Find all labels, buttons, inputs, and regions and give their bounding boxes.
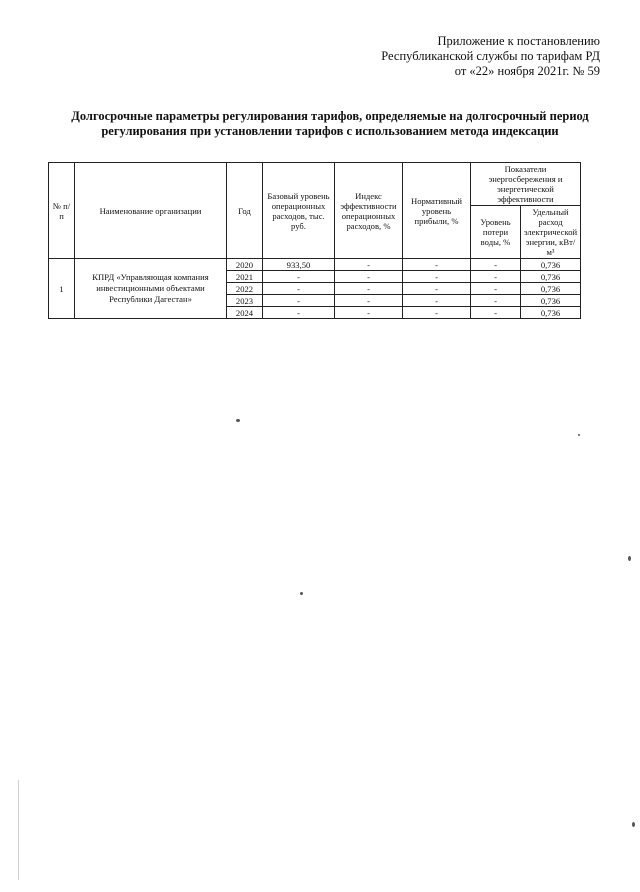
cell-water-loss: -	[471, 295, 521, 307]
cell-index: -	[335, 283, 403, 295]
cell-year: 2020	[227, 259, 263, 271]
cell-index: -	[335, 295, 403, 307]
header-line-2: Республиканской службы по тарифам РД	[381, 49, 600, 63]
title-line-2: регулирования при установлении тарифов с использованием метода индексации	[101, 124, 559, 138]
header-profit-level: Нормативный уровень прибыли, %	[403, 163, 471, 259]
org-number: 1	[49, 259, 75, 319]
scan-speck	[236, 419, 240, 422]
cell-specific-energy: 0,736	[521, 283, 581, 295]
parameters-table	[48, 162, 581, 319]
cell-profit: -	[403, 283, 471, 295]
header-energy-group: Показатели энергосбережения и энергетической эффективности	[471, 163, 581, 206]
header-year: Год	[227, 163, 263, 259]
cell-year: 2021	[227, 271, 263, 283]
header-num: № п/п	[49, 163, 75, 259]
header-water-loss: Уровень потери воды, %	[471, 206, 521, 259]
cell-year: 2024	[227, 307, 263, 319]
org-name: КПРД «Управляющая компания инвестиционными объектами Республики Дагестан»	[75, 259, 227, 319]
cell-water-loss: -	[471, 283, 521, 295]
cell-base: -	[263, 283, 335, 295]
cell-profit: -	[403, 307, 471, 319]
cell-base: -	[263, 307, 335, 319]
header-org: Наименование организации	[75, 163, 227, 259]
cell-base: -	[263, 295, 335, 307]
title-line-1: Долгосрочные параметры регулирования тарифов, определяемые на долгосрочный период	[71, 109, 589, 123]
cell-water-loss: -	[471, 307, 521, 319]
header-line-1: Приложение к постановлению	[437, 34, 600, 48]
cell-specific-energy: 0,736	[521, 307, 581, 319]
cell-water-loss: -	[471, 271, 521, 283]
cell-index: -	[335, 259, 403, 271]
cell-index: -	[335, 271, 403, 283]
cell-specific-energy: 0,736	[521, 271, 581, 283]
scan-edge-line	[18, 780, 19, 880]
header-base-opex: Базовый уровень операционных расходов, тыс. руб.	[263, 163, 335, 259]
cell-base: -	[263, 271, 335, 283]
scan-speck	[300, 592, 303, 595]
scan-speck	[578, 434, 580, 436]
header-specific-energy: Удельный расход электрической энергии, кВт/м³	[521, 206, 581, 259]
cell-profit: -	[403, 295, 471, 307]
scan-speck	[632, 822, 635, 827]
header-line-3: от «22» ноября 2021г. № 59	[454, 64, 600, 78]
cell-specific-energy: 0,736	[521, 295, 581, 307]
cell-profit: -	[403, 271, 471, 283]
scan-speck	[628, 556, 631, 561]
cell-index: -	[335, 307, 403, 319]
cell-year: 2022	[227, 283, 263, 295]
document-title	[60, 109, 600, 139]
cell-specific-energy: 0,736	[521, 259, 581, 271]
header-efficiency-index: Индекс эффективности операционных расходов, %	[335, 163, 403, 259]
document-header	[280, 34, 600, 79]
cell-year: 2023	[227, 295, 263, 307]
cell-base: 933,50	[263, 259, 335, 271]
cell-water-loss: -	[471, 259, 521, 271]
cell-profit: -	[403, 259, 471, 271]
table-row	[49, 259, 581, 271]
